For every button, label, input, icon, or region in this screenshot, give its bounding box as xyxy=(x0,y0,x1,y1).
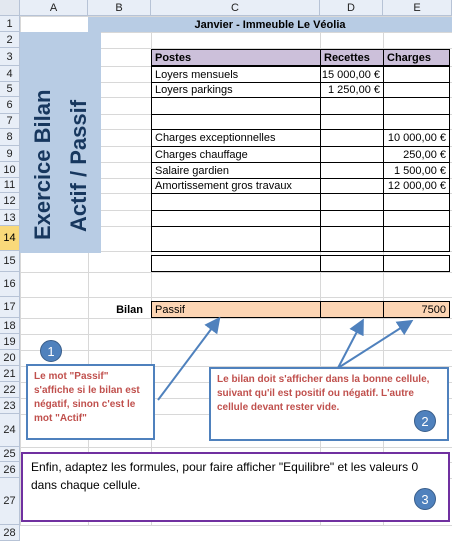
row-header-1[interactable]: 1 xyxy=(0,16,20,32)
row-header-5[interactable]: 5 xyxy=(0,82,20,97)
row-header-11[interactable]: 11 xyxy=(0,178,20,193)
table-header-recettes[interactable]: Recettes xyxy=(320,49,384,66)
row-header-23[interactable]: 23 xyxy=(0,398,20,414)
callout-1-text: Le mot "Passif" s'affiche si le bilan est négatif, sinon c'est le mot "Actif" xyxy=(34,371,140,424)
column-header-e[interactable]: E xyxy=(383,0,452,16)
row-header-12[interactable]: 12 xyxy=(0,193,20,210)
row-header-15[interactable]: 15 xyxy=(0,251,20,272)
select-all-corner[interactable] xyxy=(0,0,20,16)
sheet-title[interactable]: Janvier - Immeuble Le Véolia xyxy=(88,17,452,32)
table-cell-recette[interactable]: 1 250,00 € xyxy=(320,82,384,98)
table-cell-poste[interactable]: Salaire gardien xyxy=(151,162,321,179)
table-cell-poste[interactable]: Amortissement gros travaux xyxy=(151,178,321,194)
bilan-label[interactable]: Bilan xyxy=(116,303,143,316)
callout-3-text: Enfin, adaptez les formules, pour faire afficher "Equilibre" et les valeurs 0 dans chaque cellule. xyxy=(31,460,419,492)
vertical-title-1: Exercice Bilan xyxy=(30,89,55,240)
table-header-charges[interactable]: Charges xyxy=(383,49,450,66)
vertical-title-2: Actif / Passif xyxy=(66,99,91,232)
row-header-20[interactable]: 20 xyxy=(0,350,20,366)
row-header-13[interactable]: 13 xyxy=(0,210,20,226)
row-header-9[interactable]: 9 xyxy=(0,146,20,162)
column-header-a[interactable]: A xyxy=(20,0,88,16)
table-cell-poste[interactable]: Charges chauffage xyxy=(151,146,321,163)
row-header-6[interactable]: 6 xyxy=(0,97,20,114)
row-header-3[interactable]: 3 xyxy=(0,48,20,66)
bilan-cell-e[interactable]: 7500 xyxy=(383,301,450,318)
row-header-24[interactable]: 24 xyxy=(0,414,20,447)
row-header-4[interactable]: 4 xyxy=(0,66,20,82)
bilan-result-label[interactable]: Passif xyxy=(151,301,321,318)
row-header-19[interactable]: 19 xyxy=(0,334,20,350)
table-cell-poste[interactable]: Loyers parkings xyxy=(151,82,321,98)
table-cell-charge[interactable]: 10 000,00 € xyxy=(383,129,450,147)
callout-3 xyxy=(21,452,450,522)
table-header-postes[interactable]: Postes xyxy=(151,49,321,66)
column-header-d[interactable]: D xyxy=(320,0,383,16)
row-header-14[interactable]: 14 xyxy=(0,226,20,251)
row-header-18[interactable]: 18 xyxy=(0,318,20,334)
table-cell-poste[interactable]: Loyers mensuels xyxy=(151,66,321,83)
row-header-22[interactable]: 22 xyxy=(0,382,20,398)
badge-1: 1 xyxy=(40,340,62,362)
table-cell-charge[interactable]: 250,00 € xyxy=(383,146,450,163)
row-header-7[interactable]: 7 xyxy=(0,114,20,129)
row-header-21[interactable]: 21 xyxy=(0,366,20,382)
table-cell-charge[interactable]: 12 000,00 € xyxy=(383,178,450,194)
callout-1 xyxy=(26,364,155,440)
callout-2 xyxy=(209,367,449,441)
row-header-10[interactable]: 10 xyxy=(0,162,20,178)
row-header-28[interactable]: 28 xyxy=(0,525,20,541)
gridline-horizontal xyxy=(20,525,452,526)
badge-3: 3 xyxy=(414,488,436,510)
column-header-b[interactable]: B xyxy=(88,0,151,16)
column-header-c[interactable]: C xyxy=(151,0,320,16)
table-cell-recette[interactable]: 15 000,00 € xyxy=(320,66,384,83)
table-cell-charge[interactable]: 1 500,00 € xyxy=(383,162,450,179)
badge-2: 2 xyxy=(414,410,436,432)
callout-2-text: Le bilan doit s'afficher dans la bonne cellule, suivant qu'il est positif ou négatif. L'autre cellule devant rester vide. xyxy=(217,374,430,413)
row-header-27[interactable]: 27 xyxy=(0,478,20,525)
row-header-8[interactable]: 8 xyxy=(0,129,20,146)
arrow-2b xyxy=(338,322,410,368)
row-header-26[interactable]: 26 xyxy=(0,462,20,478)
table-cell-poste[interactable]: Charges exceptionnelles xyxy=(151,129,321,147)
row-header-2[interactable]: 2 xyxy=(0,32,20,48)
row-header-16[interactable]: 16 xyxy=(0,272,20,297)
row-header-25[interactable]: 25 xyxy=(0,447,20,462)
row-header-17[interactable]: 17 xyxy=(0,297,20,318)
